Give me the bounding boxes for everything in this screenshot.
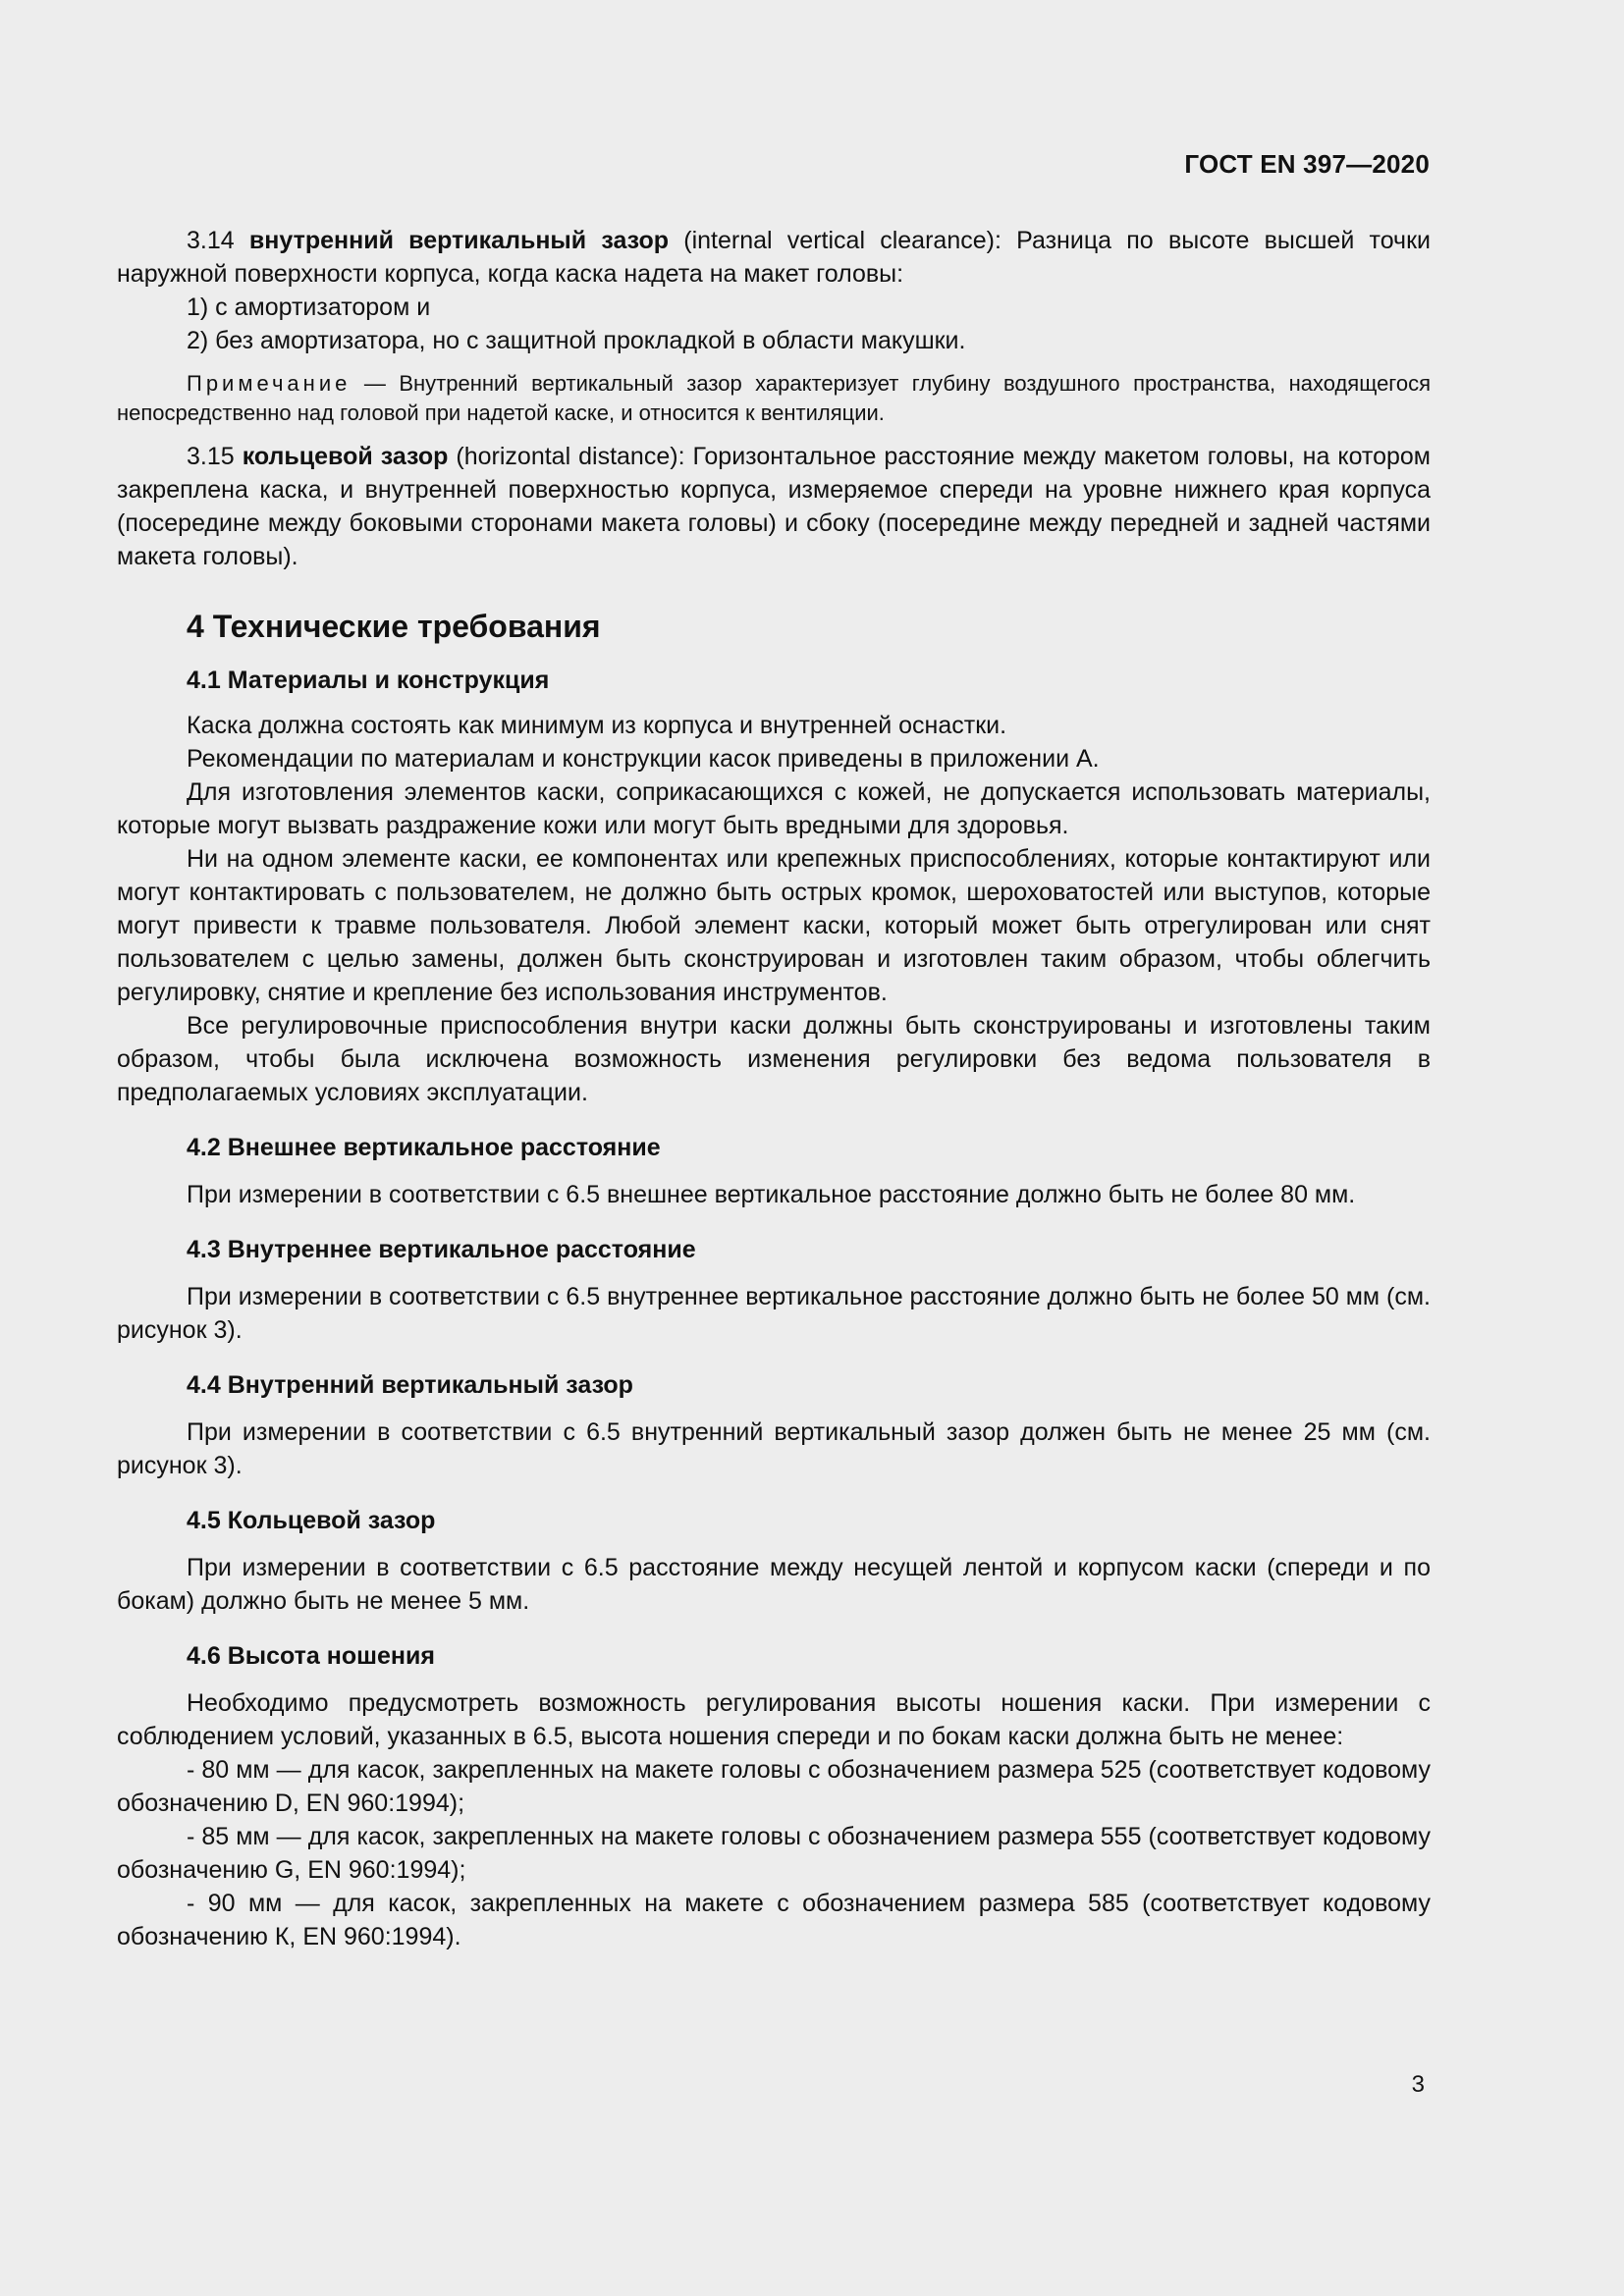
section-4-6-list-item: - 80 мм — для касок, закрепленных на макете головы с обозначением размера 525 (соответствует кодовому обозначению D, EN 960:1994); — [117, 1756, 1431, 1817]
clause-3-14-item-1: 1) с амортизатором и — [187, 294, 431, 321]
section-4-1-paragraph: Все регулировочные приспособления внутри каски должны быть сконструированы и изготовлены таким образом, чтобы была исключена возможность изменения регулировки без ведома пользователя в предполагаемых условиях эксплуатации. — [117, 1012, 1431, 1106]
clause-3-15-term: кольцевой зазор — [242, 443, 449, 470]
section-4-6-title: 4.6 Высота ношения — [187, 1642, 435, 1670]
section-4-5-title: 4.5 Кольцевой зазор — [187, 1507, 436, 1534]
clause-3-15 — [117, 440, 1431, 573]
section-4-4-paragraph: При измерении в соответствии с 6.5 внутренний вертикальный зазор должен быть не менее 25 мм (см. рисунок 3). — [117, 1418, 1431, 1479]
clause-3-15-number: 3.15 — [187, 443, 235, 470]
clause-3-14-term: внутренний вертикальный зазор — [248, 227, 670, 254]
clause-3-14-number: 3.14 — [187, 227, 235, 254]
section-4-3-paragraph: При измерении в соответствии с 6.5 внутреннее вертикальное расстояние должно быть не более 50 мм (см. рисунок 3). — [117, 1283, 1431, 1344]
note-3-14 — [117, 369, 1431, 428]
section-4-1-title: 4.1 Материалы и конструкция — [187, 667, 550, 694]
clause-3-14-item-2: 2) без амортизатора, но с защитной прокладкой в области макушки. — [187, 327, 966, 354]
note-label: Примечание — [187, 371, 352, 396]
section-4-1-paragraph: Рекомендации по материалам и конструкции касок приведены в приложении А. — [187, 745, 1100, 773]
clause-3-14 — [117, 224, 1431, 291]
section-4-1-paragraph: Для изготовления элементов каски, соприкасающихся с кожей, не допускается использовать материалы, которые могут вызвать раздражение кожи или могут быть вредными для здоровья. — [117, 778, 1431, 839]
section-4-2-title: 4.2 Внешнее вертикальное расстояние — [187, 1134, 661, 1161]
section-4-3-title: 4.3 Внутреннее вертикальное расстояние — [187, 1236, 696, 1263]
clause-3-15-definition: (horizontal distance): Горизонтальное расстояние между макетом головы, на котором закреплена каска, и внутренней поверхностью корпуса, измеряемое спереди на уровне нижнего края корпуса (посередине между боковыми сторонами макета головы) и сбоку (посередине между передней и задней частями макета головы). — [117, 443, 1431, 570]
section-4-6-list-item: - 90 мм — для касок, закрепленных на макете с обозначением размера 585 (соответствует кодовому обозначению К, EN 960:1994). — [117, 1890, 1431, 1950]
section-4-1-paragraph: Каска должна состоять как минимум из корпуса и внутренней оснастки. — [187, 712, 1007, 739]
section-4-6-paragraph: Необходимо предусмотреть возможность регулирования высоты ношения каски. При измерении с соблюдением условий, указанных в 6.5, высота ношения спереди и по бокам каски должна быть не менее: — [117, 1689, 1431, 1750]
note-text: — Внутренний вертикальный зазор характеризует глубину воздушного пространства, находящегося непосредственно над головой при надетой каске, и относится к вентиляции. — [117, 371, 1431, 425]
standard-header: ГОСТ EN 397—2020 — [1184, 149, 1430, 179]
document-body — [117, 224, 1431, 1953]
section-4-5-paragraph: При измерении в соответствии с 6.5 расстояние между несущей лентой и корпусом каски (спереди и по бокам) должно быть не менее 5 мм. — [117, 1554, 1431, 1615]
clause-3-14-definition: (internal vertical clearance): Разница по высоте высшей точки наружной поверхности корпуса, когда каска надета на макет головы: — [117, 227, 1431, 288]
section-4-title: 4 Технические требования — [187, 609, 601, 644]
section-4-4-title: 4.4 Внутренний вертикальный зазор — [187, 1371, 633, 1399]
section-4-1-paragraph: Ни на одном элементе каски, ее компонентах или крепежных приспособлениях, которые контактируют или могут контактировать с пользователем, не должно быть острых кромок, шероховатостей или выступов, которые могут привести к травме пользователя. Любой элемент каски, который может быть отрегулирован или снят пользователем с целью замены, должен быть сконструирован и изготовлен таким образом, чтобы облегчить регулировку, снятие и крепление без использования инструментов. — [117, 845, 1431, 1006]
section-4-2-paragraph: При измерении в соответствии с 6.5 внешнее вертикальное расстояние должно быть не более 80 мм. — [187, 1181, 1356, 1208]
section-4-6-list-item: - 85 мм — для касок, закрепленных на макете головы с обозначением размера 555 (соответствует кодовому обозначению G, EN 960:1994); — [117, 1823, 1431, 1884]
page-number: 3 — [1411, 2071, 1425, 2098]
